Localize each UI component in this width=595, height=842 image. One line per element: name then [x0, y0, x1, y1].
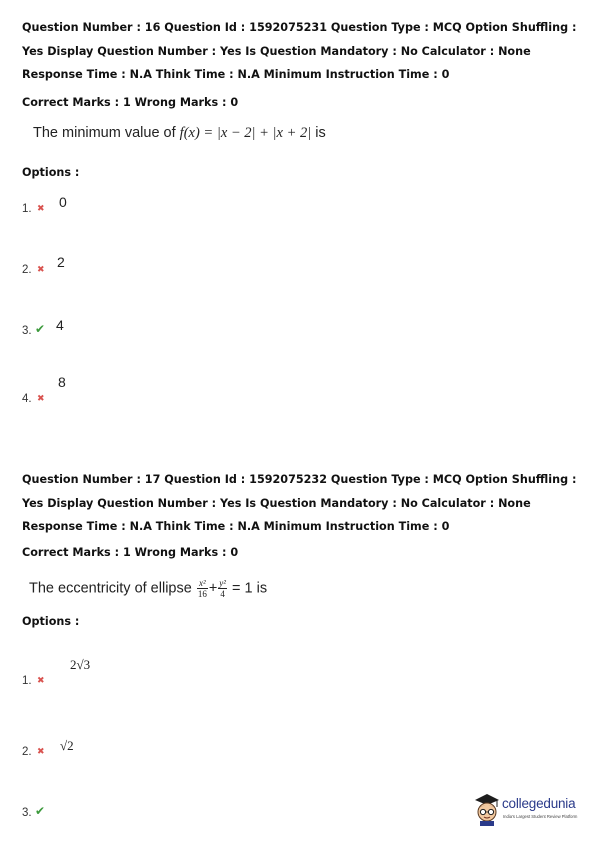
collegedunia-logo [472, 792, 590, 832]
logo-wordmark: collegedunia [502, 796, 576, 811]
q17-frac1-numerator: x² [197, 578, 208, 589]
q16-option-2-number: 2. [22, 264, 32, 276]
q16-option-2-value[interactable]: 2 [57, 254, 65, 270]
logo-tagline: India's Largest Student Review Platform [503, 814, 578, 819]
q16-option-1-number: 1. [22, 203, 32, 215]
wrong-icon: ✖ [37, 204, 45, 214]
q17-frac2-numerator: y² [219, 578, 226, 588]
q17-option-2-number: 2. [22, 746, 32, 758]
q16-text-suffix: is [311, 125, 326, 141]
wrong-icon: ✖ [37, 747, 45, 757]
q16-text-prefix: The minimum value of [33, 125, 180, 141]
graduate-mascot-icon [472, 792, 502, 826]
q17-option-1-number: 1. [22, 675, 32, 687]
wrong-icon: ✖ [37, 394, 45, 404]
q16-formula: f(x) = |x − 2| + |x + 2| [179, 125, 312, 141]
q16-options-label: Options : [22, 166, 80, 179]
q17-option-2-value[interactable]: √2 [60, 738, 74, 753]
q17-fraction-y [218, 578, 227, 599]
check-icon: ✔ [35, 804, 46, 818]
q16-marks: Correct Marks : 1 Wrong Marks : 0 [22, 96, 239, 109]
q17-plus: + [208, 580, 218, 597]
q16-option-4-number: 4. [22, 393, 32, 405]
q17-options-label: Options : [22, 615, 80, 628]
q17-frac2-denominator: 4 [220, 589, 225, 599]
wrong-icon: ✖ [37, 265, 45, 275]
q17-marks: Correct Marks : 1 Wrong Marks : 0 [22, 546, 239, 559]
q17-fraction-x [197, 578, 208, 599]
q17-text-suffix: = 1 is [228, 580, 268, 597]
q17-option-1-value[interactable]: 2√3 [70, 657, 91, 672]
q17-text-prefix: The eccentricity of ellipse [29, 580, 196, 597]
wrong-icon: ✖ [37, 676, 45, 686]
q16-option-3-number: 3. [22, 325, 32, 337]
q17-text [29, 578, 267, 599]
q16-option-1-value[interactable]: 0 [59, 194, 67, 210]
q16-text [33, 125, 326, 142]
q17-meta: Question Number : 17 Question Id : 1592075232 Question Type : MCQ Option Shuffling : Yes Display Question Number : Yes Is Question Mandatory : No Calculator : None Response Time : N.A Think Time : N.A Minimum Instruction Time : 0 [22, 473, 577, 533]
q16-option-3-value[interactable]: 4 [56, 317, 64, 333]
q16-meta: Question Number : 16 Question Id : 1592075231 Question Type : MCQ Option Shuffling : Yes Display Question Number : Yes Is Question Mandatory : No Calculator : None Response Time : N.A Think Time : N.A Minimum Instruction Time : 0 [22, 21, 577, 81]
q17-frac1-denominator: 16 [197, 589, 207, 599]
q17-option-3-number: 3. [22, 807, 32, 819]
check-icon: ✔ [35, 322, 46, 336]
q16-option-4-value[interactable]: 8 [58, 374, 66, 390]
